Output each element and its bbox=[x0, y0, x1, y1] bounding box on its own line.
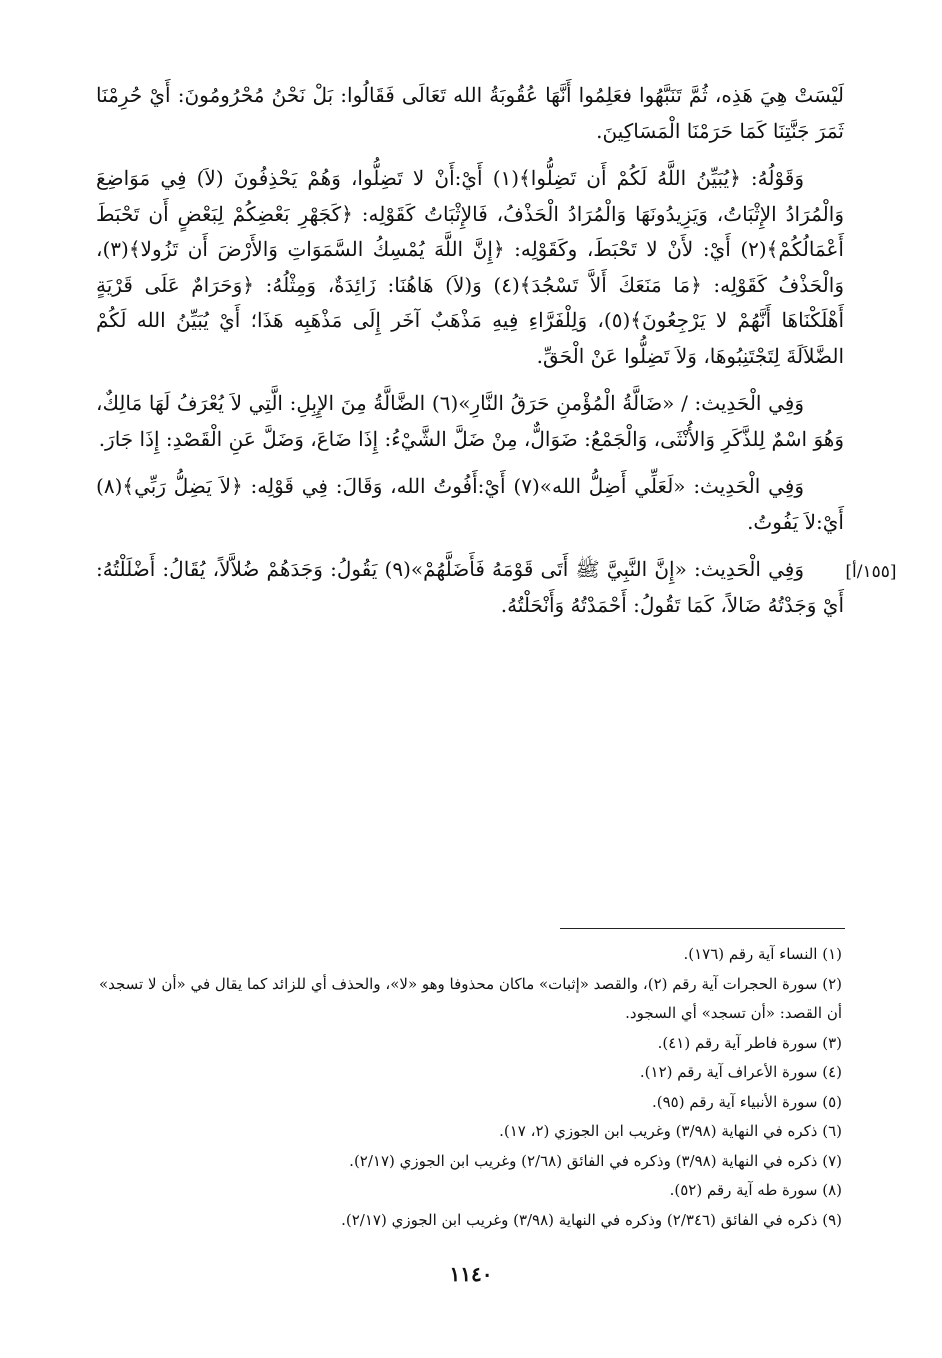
footnote-3: (٣) سورة فاطر آية رقم (٤١). bbox=[657, 1033, 842, 1052]
footnote-4: (٤) سورة الأعراف آية رقم (١٢). bbox=[639, 1063, 842, 1081]
footnotes bbox=[90, 940, 842, 1235]
paragraph-3: وَفِي الْحَدِيث: / «ضَالَّةُ الْمُؤْمنِ حَرَقُ النَّارِ»(٦) الضَّالَّةُ مِنَ الإِبِلِ: الَّتِي لاَ يُعْرَفُ لَهَا مَالِكٌ، وَهُوَ اسْمٌ لِلذَّكَرِ وَالأُنْثَى، وَالْجَمْعُ: ضَوَالٌّ، مِنْ ضَلَّ الشَّيْءُ: إِذَا ضَاعَ، وَضَلَّ عَنِ الْقَصْدِ: إِذَا جَارَ. bbox=[96, 391, 844, 451]
footnote-6: (٦) ذكره في النهاية (٣/٩٨) وغريب ابن الجوزي (٢، ١٧). bbox=[499, 1122, 842, 1140]
footnote-1: (١) النساء آية رقم (١٧٦). bbox=[683, 945, 842, 963]
main-text bbox=[96, 78, 844, 635]
paragraph-1: لَيْسَتْ هِيَ هَذِه، ثُمَّ تَنَبَّهُوا فعَلِمُوا أَنَّهَا عُقُوبَةُ الله تَعَالَى فَقَالُوا: بَلْ نَحْنُ مُحْرُومُونَ: أَيْ حُرِمْنَا ثَمَرَ جَنَّتِنَا كَمَا حَرَمْنَا الْمَسَاكِينَ. bbox=[96, 83, 844, 143]
manuscript-folio-marker: [١٥٥/أ] bbox=[845, 562, 897, 582]
footnote-9: (٩) ذكره في الفائق (٢/٣٤٦) وذكره في النهاية (٣/٩٨) وغريب ابن الجوزي (٢/١٧). bbox=[341, 1210, 842, 1229]
paragraph-5: وَفِي الْحَدِيث: «إِنَّ النَّبِيَّ ﷺ أَتَى قَوْمَهُ فَأَضَلَّهُمْ»(٩) يَقُولُ: وَجَدَهُمْ ضُلاَّلاً، يُقَالُ: أَضْلَلْتُهُ: أَيْ وَجَدْتُهُ ضَالاً، كَمَا تَقُولُ: أَحْمَدْتُهُ وَأَنْحَلْتُهُ. bbox=[96, 557, 844, 617]
footnote-2: (٢) سورة الحجرات آية رقم (٢)، والقصد «إثبات» ماكان محذوفا وهو «لا»، والحذف أي للزائد كما يقال في «أن لا تسجد» أن القصد: «أن تسجد» أي السجود. bbox=[98, 974, 842, 1022]
footnote-divider bbox=[560, 928, 845, 929]
footnote-7: (٧) ذكره في النهاية (٣/٩٨) وذكره في الفائق (٢/٦٨) وغريب ابن الجوزي (٢/١٧). bbox=[349, 1151, 842, 1170]
footnote-8: (٨) سورة طه آية رقم (٥٢). bbox=[669, 1181, 842, 1199]
footnote-5: (٥) سورة الأنبياء آية رقم (٩٥). bbox=[652, 1092, 842, 1111]
page-number: ١١٤٠ bbox=[449, 1262, 493, 1286]
paragraph-4: وَفِي الْحَدِيث: «لَعَلِّي أَضِلُّ الله»(٧) أَيْ:أَفُوتُ الله، وَقَالَ: فِي قَوْلِه: ﴿لاَ يَضِلُّ رَبِّي﴾(٨) أَيْ:لاَ يَفُوتُ. bbox=[96, 474, 844, 534]
paragraph-2: وَقَوْلُهُ: ﴿يُبَيِّنُ اللَّهُ لَكُمْ أَن تَضِلُّوا﴾(١) أَيْ:أَنْ لا تَضِلُّوا، وَهُمْ يَحْذِفُونَ (لاَ) فِي مَوَاضِعَ وَالْمُرَادُ الإِثْبَاتُ، وَيَزِيدُونَهَا وَالْمُرَادُ الْحَذْفُ، فَالإِثْبَاتُ كَقَوْلِه: ﴿كَجَهْرِ بَعْضِكُمْ لِبَعْضٍ أَن تَحْبَطَ أَعْمَالُكُمْ﴾(٢) أَيْ: لأَنْ لا تَحْبَطَ، وكَقَوْلِه: ﴿إِنَّ اللَّهَ يُمْسِكُ السَّمَوَاتِ وَالأَرْضَ أَن تَزُولا﴾(٣)، وَالْحَذْفُ كَقَوْلِه: ﴿مَا مَنَعَكَ أَلاَّ تَسْجُدَ﴾(٤) وَ(لاَ) هَاهُنَا: زَائِدَةٌ، وَمِثْلُهُ: ﴿وَحَرَامٌ عَلَى قَرْيَةٍ أَهْلَكْنَاهَا أَنَّهُمْ لا يَرْجِعُونَ﴾(٥)، وَلِلْفَرَّاءِ فِيهِ مَذْهَبٌ آخَر إِلَى مَذْهَبِه هَذَا؛ أَيْ يُبَيِّنُ الله لَكُمْ الضَّلاَلَةَ لِتَجْتَنِبُوهَا، وَلاَ تَضِلُّوا عَنْ الْحَقِّ. bbox=[96, 166, 844, 368]
